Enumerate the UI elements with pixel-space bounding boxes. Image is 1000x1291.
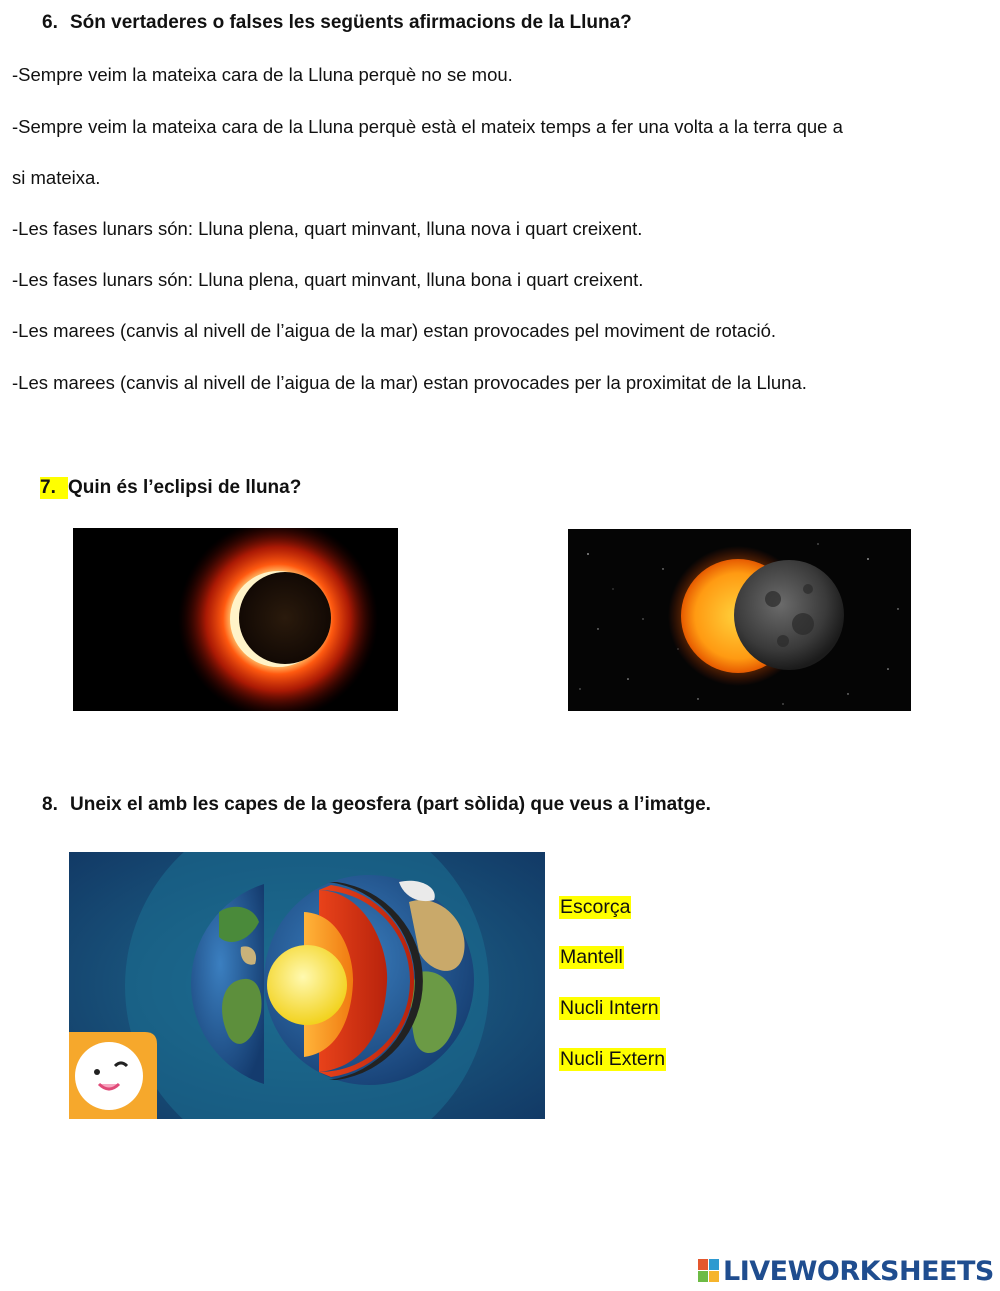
q6-statement-3: -Les fases lunars són: Lluna plena, quart minvant, lluna nova i quart creixent. — [12, 218, 643, 239]
liveworksheets-logo-text: LIVEWORKSHEETS — [723, 1255, 994, 1287]
q6-number: 6. — [42, 12, 58, 33]
sun-moon-eclipse-image[interactable] — [568, 529, 911, 711]
label-mantell[interactable]: Mantell — [560, 946, 623, 968]
q6-title — [42, 12, 632, 34]
q7-title-text: Quin és l’eclipsi de lluna? — [68, 477, 302, 498]
sun-moon-eclipse-illustration — [568, 529, 911, 711]
q6-statement-2-cont: si mateixa. — [12, 167, 101, 188]
q6-statement-1: -Sempre veim la mateixa cara de la Lluna perquè no se mou. — [12, 64, 513, 85]
q7-title — [40, 477, 301, 499]
q7-number: 7. — [40, 477, 68, 499]
q6-statement-2: -Sempre veim la mateixa cara de la Lluna perquè està el mateix temps a fer una volta a la terra que a — [12, 116, 843, 137]
q6-statement-6: -Les marees (canvis al nivell de l’aigua de la mar) estan provocades per la proximitat de la Lluna. — [12, 372, 807, 393]
label-nucli-extern[interactable]: Nucli Extern — [560, 1048, 666, 1070]
solar-ring-eclipse-illustration — [73, 528, 398, 711]
liveworksheets-logo — [698, 1256, 994, 1286]
q6-statement-4: -Les fases lunars són: Lluna plena, quart minvant, lluna bona i quart creixent. — [12, 269, 644, 290]
label-nucli-intern[interactable]: Nucli Intern — [560, 997, 659, 1019]
earth-layers-image — [69, 852, 545, 1119]
q8-title-text: Uneix el amb les capes de la geosfera (part sòlida) que veus a l’imatge. — [70, 794, 711, 815]
label-escorca[interactable]: Escorça — [560, 896, 631, 918]
q8-number: 8. — [42, 794, 58, 815]
solar-ring-eclipse-image[interactable] — [73, 528, 398, 711]
liveworksheets-mark-icon — [698, 1259, 720, 1283]
q8-title — [42, 794, 711, 816]
q6-title-text: Són vertaderes o falses les següents afirmacions de la Lluna? — [70, 12, 632, 33]
earth-layers-illustration — [69, 852, 545, 1119]
q6-statement-5: -Les marees (canvis al nivell de l’aigua de la mar) estan provocades pel moviment de rotació. — [12, 320, 777, 341]
